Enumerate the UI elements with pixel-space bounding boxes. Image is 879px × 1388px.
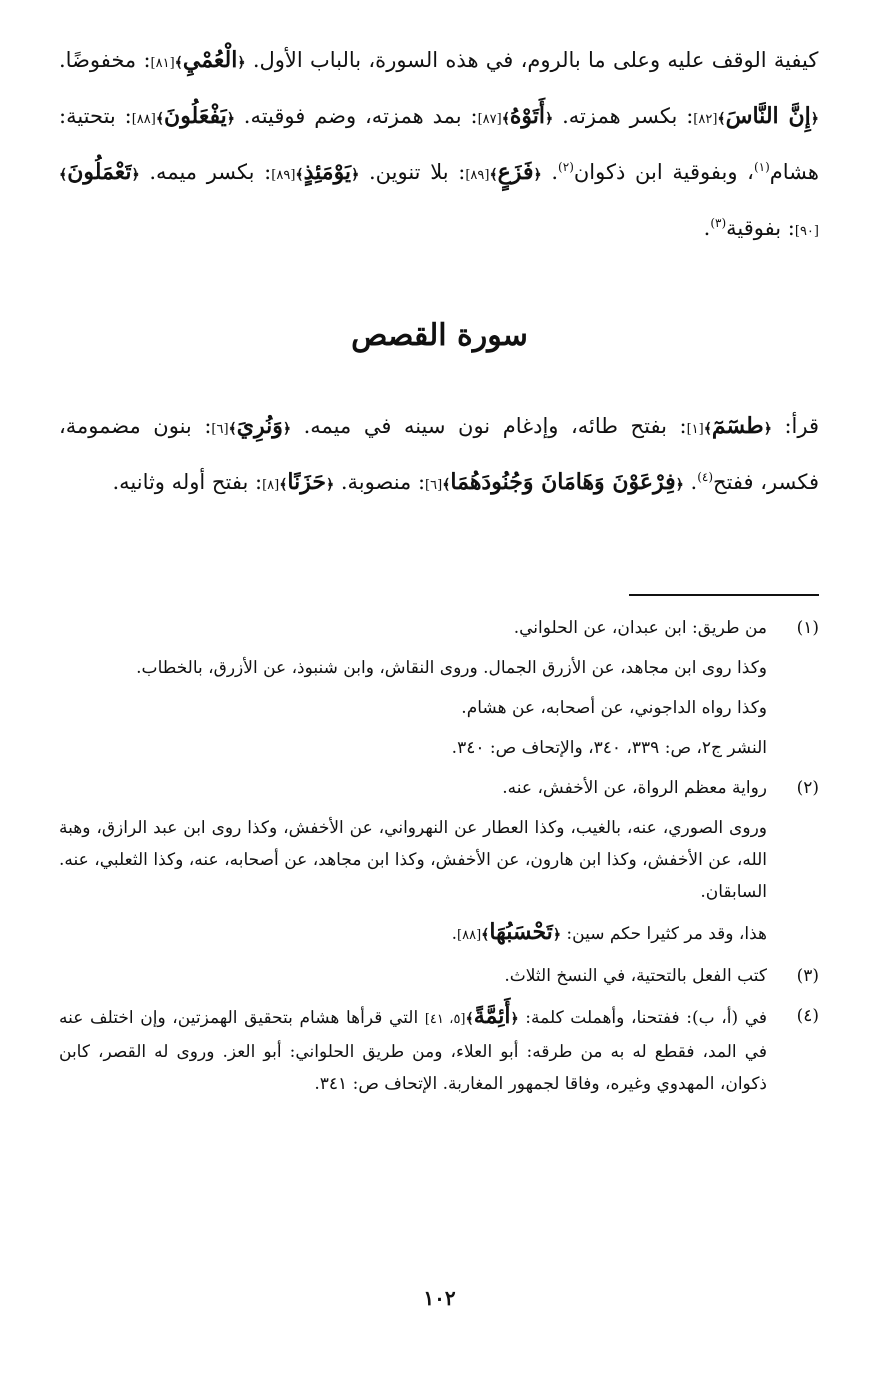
quran-word: ﴿تَعْمَلُونَ﴾ [59, 159, 140, 185]
footnote-marker[interactable]: (٣) [710, 216, 727, 230]
quran-word: ﴿وَنُرِيَ﴾ [228, 413, 292, 439]
quran-word: ﴿يَفْعَلُونَ﴾ [155, 103, 235, 129]
paragraph-text: ، وبفوقية ابن ذكوان [573, 160, 754, 184]
footnote-paragraph: من طريق: ابن عبدان، عن الحلواني. [513, 618, 767, 638]
quran-word: ﴿يَوْمَئِذٍ﴾ [295, 159, 360, 185]
quran-word: ﴿طسٓمٓ﴾ [703, 413, 772, 439]
paragraph-text: قرأ: [771, 414, 819, 438]
footnote-4 [59, 1000, 819, 1100]
verse-number: [٨٩] [465, 168, 490, 183]
verse-number: [٨٨] [457, 928, 482, 943]
quran-word: ﴿إِنَّ النَّاسَ﴾ [717, 103, 819, 129]
verse-number: [٨٩] [271, 168, 296, 183]
paragraph-text: : بكسر همزته. [553, 104, 694, 128]
paragraph-text: . [683, 470, 698, 494]
footnote-paragraph: وكذا روى ابن مجاهد، عن الأزرق الجمال. وروى النقاش، وابن شنبوذ، عن الأزرق، بالخطاب. [136, 658, 767, 678]
footnote-paragraph: رواية معظم الرواة، عن الأخفش، عنه. [502, 778, 767, 798]
verse-number: [٥، ٤١] [424, 1012, 466, 1027]
quran-word: ﴿أَئِمَّةً﴾ [465, 1003, 519, 1029]
page-number: ١٠٢ [423, 1286, 456, 1310]
quran-word: ﴿حَزَنًا﴾ [279, 469, 335, 495]
verse-number: [٨٧] [477, 112, 502, 127]
paragraph-text: : بفتح طائه، وإدغام نون سينه في ميمه. [291, 414, 687, 438]
footnote-paragraph: هذا، وقد مر كثيرا حكم سين: ﴿تَحْسَبُهَا﴾[٨٨]. [451, 919, 767, 945]
qasas-readings-paragraph [59, 400, 819, 512]
paragraph-text: : بلا تنوين. [359, 160, 466, 184]
verse-number: [٨] [262, 478, 280, 493]
quran-word: ﴿فَزَعٍ﴾ [489, 159, 542, 185]
paragraph-text: . [541, 160, 559, 184]
naml-readings-paragraph [59, 34, 819, 258]
verse-number: [١] [686, 422, 704, 437]
footnote-number: (٢) [796, 778, 819, 798]
quran-word: ﴿الْعُمْيِ﴾ [174, 47, 246, 73]
footnote-number: (٤) [796, 1006, 819, 1026]
footnote-number: (١) [796, 618, 819, 638]
quran-word: ﴿تَحْسَبُهَا﴾ [481, 919, 562, 945]
footnote-paragraph: وروى الصوري، عنه، بالغيب، وكذا العطار عن النهرواني، عن الأخفش، وكذا روى ابن عبد الرازق، وهبة الله، عن الأخفش، وكذا ابن هارون، عن الأخفش، وكذا ابن مجاهد، عن أصحابه، عنه، وكذا الثعلبي، عنه. السابقان. [59, 818, 767, 902]
paragraph-text: : بتحتية: هشام [59, 104, 819, 184]
paragraph-text: : بكسر ميمه. [139, 160, 272, 184]
paragraph-text: : بنون مضمومة، فكسر، ففتح [59, 414, 819, 494]
footnote-body [59, 1000, 767, 1100]
footnote-2 [59, 772, 819, 952]
footnote-1 [59, 612, 819, 764]
paragraph-text: : بمد همزته، وضم فوقيته. [234, 104, 478, 128]
paragraph-text: كيفية الوقف عليه وعلى ما بالروم، في هذه السورة، بالباب الأول. [252, 48, 819, 72]
paragraph-text: : بفتح أوله وثانيه. [112, 470, 263, 494]
verse-number: [٨١] [150, 56, 175, 71]
verse-number: [٦] [211, 422, 229, 437]
verse-number: [٩٠] [794, 224, 819, 239]
footnotes [59, 612, 819, 1108]
paragraph-text: : منصوبة. [334, 470, 426, 494]
footnote-marker[interactable]: (١) [753, 160, 770, 174]
verse-number: [٨٨] [131, 112, 156, 127]
footnote-3 [59, 960, 819, 992]
paragraph-text: : بفوقية [726, 216, 795, 240]
footnote-body [59, 960, 767, 992]
footnote-body [59, 772, 767, 952]
footnote-paragraph: في (أ، ب): ففتحنا، وأهملت كلمة: ﴿أَئِمَّةً﴾[٥، ٤١] التي قرأها هشام بتحقيق الهمزتين، وإن اختلف عنه في المد، فقطع له به من طرقه: أبو العلاء، ومن طريق الحلواني: أبو العز. وروى له القصر، كابن ذكوان، المهدوي وغيره، وفاقا لجمهور المغاربة. الإتحاف ص: ٣٤١. [59, 1003, 768, 1094]
quran-word: ﴿فِرْعَوْنَ وَهَامَانَ وَجُنُودَهُمَا﴾ [442, 469, 684, 495]
footnote-separator [629, 594, 819, 596]
surah-title: سورة القصص [351, 318, 528, 353]
paragraph-text: : مخفوضًا. [59, 48, 151, 72]
paragraph-text: . [703, 216, 711, 240]
footnote-paragraph: النشر ج٢، ص: ٣٣٩، ٣٤٠، والإتحاف ص: ٣٤٠. [451, 738, 767, 758]
verse-number: [٦] [425, 478, 443, 493]
footnote-marker[interactable]: (٤) [697, 470, 714, 484]
footnote-paragraph: وكذا رواه الداجوني، عن أصحابه، عن هشام. [461, 698, 767, 718]
verse-number: [٨٢] [693, 112, 718, 127]
footnote-number: (٣) [796, 966, 819, 986]
quran-word: ﴿أَتَوْهُ﴾ [501, 103, 554, 129]
footnote-marker[interactable]: (٢) [558, 160, 574, 174]
footnote-body [59, 612, 767, 764]
footnote-paragraph: كتب الفعل بالتحتية، في النسخ الثلاث. [504, 966, 767, 986]
